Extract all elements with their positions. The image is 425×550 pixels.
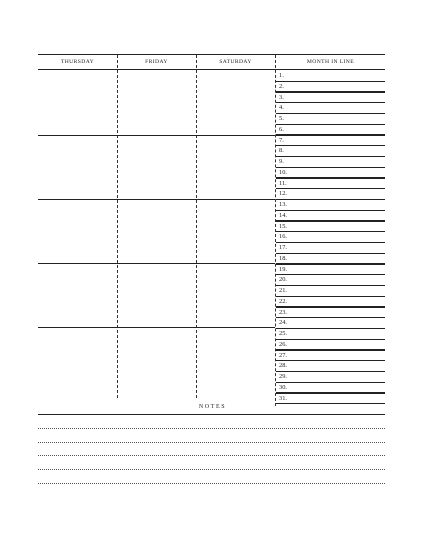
day-number: 7.: [279, 136, 284, 144]
day-entry-line[interactable]: [276, 253, 385, 254]
day-number: 16.: [279, 233, 287, 241]
day-number: 28.: [279, 362, 287, 370]
day-number: 3.: [279, 93, 284, 101]
day-number: 27.: [279, 351, 287, 359]
notes-line[interactable]: [38, 442, 385, 443]
day-entry-line[interactable]: [276, 296, 385, 297]
day-entry-line[interactable]: [276, 371, 385, 372]
column-header-friday: FRIDAY: [145, 59, 168, 65]
day-entry-line[interactable]: [276, 188, 385, 189]
day-entry-line[interactable]: [276, 317, 385, 318]
day-entry-line[interactable]: [276, 199, 385, 200]
day-entry-line[interactable]: [276, 274, 385, 275]
day-entry-line[interactable]: [276, 91, 385, 92]
day-number: 22.: [279, 297, 287, 305]
day-number: 8.: [279, 147, 284, 155]
day-entry-line[interactable]: [276, 285, 385, 286]
day-entry-line[interactable]: [276, 242, 385, 243]
day-number: 2.: [279, 82, 284, 90]
day-entry-line[interactable]: [276, 349, 385, 350]
notes-line[interactable]: [38, 428, 385, 429]
week-separator: [38, 199, 275, 200]
day-number: 24.: [279, 319, 287, 327]
notes-line[interactable]: [38, 455, 385, 456]
column-header-month-in-line: MONTH IN LINE: [306, 59, 355, 65]
day-entry-line[interactable]: [276, 167, 385, 168]
column-divider-friday-saturday: [196, 55, 197, 398]
day-number: 10.: [279, 168, 287, 176]
day-number: 11.: [279, 179, 287, 187]
day-entry-line[interactable]: [276, 102, 385, 103]
day-entry-line[interactable]: [276, 306, 385, 307]
day-entry-line[interactable]: [276, 339, 385, 340]
day-number: 31.: [279, 394, 287, 402]
day-number: 20.: [279, 276, 287, 284]
day-number: 9.: [279, 158, 284, 165]
day-number: 1.: [279, 72, 284, 79]
day-entry-line[interactable]: [276, 134, 385, 135]
day-entry-line[interactable]: [276, 231, 385, 232]
day-number: 4.: [279, 104, 284, 112]
day-number: 13.: [279, 201, 287, 208]
day-number: 19.: [279, 265, 287, 273]
day-number: 29.: [279, 373, 287, 380]
week-separator: [38, 135, 275, 136]
day-entry-line[interactable]: [276, 177, 385, 178]
day-entry-line[interactable]: [276, 220, 385, 221]
column-header-thursday: THURSDAY: [60, 59, 95, 65]
week-separator: [38, 327, 275, 328]
day-number: 30.: [279, 383, 287, 391]
day-entry-line[interactable]: [276, 145, 385, 146]
column-divider-thursday-friday: [117, 55, 118, 398]
day-entry-line[interactable]: [276, 81, 385, 82]
week-separator: [38, 263, 275, 264]
day-entry-line[interactable]: [276, 263, 385, 264]
day-number: 21.: [279, 287, 287, 294]
day-number: 17.: [279, 244, 287, 251]
day-entry-line[interactable]: [276, 382, 385, 383]
day-number: 15.: [279, 222, 287, 230]
day-entry-line[interactable]: [276, 360, 385, 361]
day-number: 12.: [279, 190, 287, 198]
day-entry-line[interactable]: [276, 392, 385, 393]
notes-top-rule: [38, 414, 385, 415]
day-entry-line[interactable]: [276, 124, 385, 125]
day-number: 18.: [279, 254, 287, 262]
notes-line[interactable]: [38, 483, 385, 484]
header-rule: [38, 69, 385, 70]
day-number: 25.: [279, 330, 287, 337]
day-number: 6.: [279, 125, 284, 133]
day-number: 5.: [279, 115, 284, 122]
notes-label: NOTES: [198, 404, 227, 410]
notes-line[interactable]: [38, 469, 385, 470]
day-entry-line[interactable]: [276, 156, 385, 157]
day-number: 14.: [279, 211, 287, 219]
day-number: 26.: [279, 340, 287, 348]
day-entry-line[interactable]: [276, 113, 385, 114]
day-entry-line[interactable]: [276, 210, 385, 211]
day-number: 23.: [279, 308, 287, 316]
day-entry-line[interactable]: [276, 328, 385, 329]
column-header-saturday: SATURDAY: [219, 59, 252, 65]
